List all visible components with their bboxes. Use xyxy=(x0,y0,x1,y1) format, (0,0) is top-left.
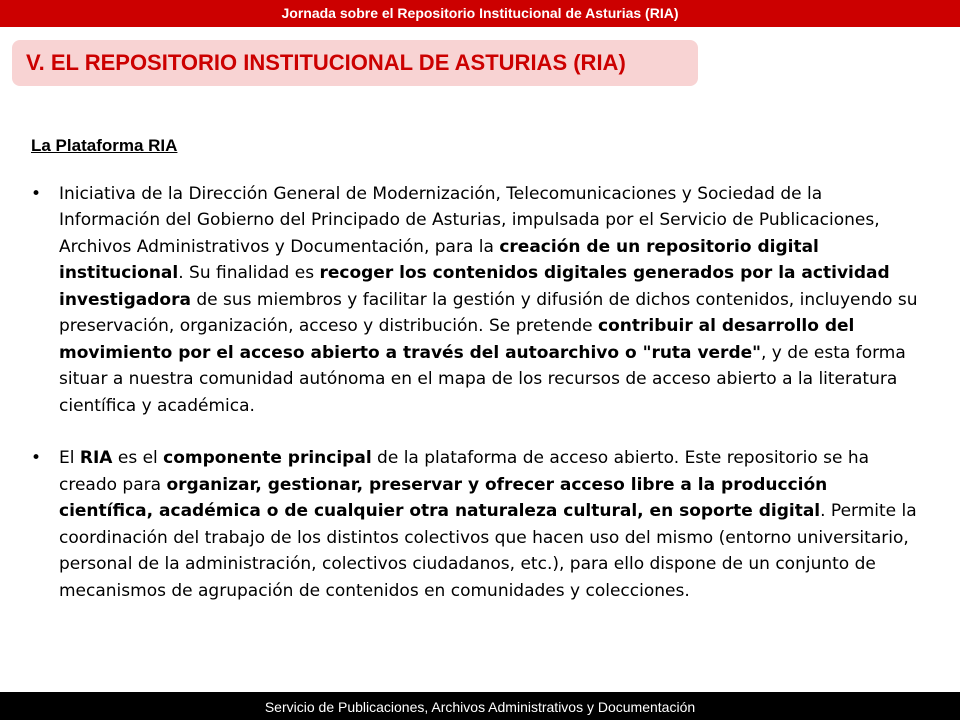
slide-content xyxy=(31,133,926,604)
bullet-text-segment: de sus miembros y facilitar la gestión y difusión de dichos contenidos, incluyendo su preservación, organización, acceso y distribución. Se pretende xyxy=(59,289,918,336)
bullet-text xyxy=(59,445,926,604)
bullet-text-emphasis: creación de un repositorio digital institucional xyxy=(59,236,819,283)
bullet-text-emphasis: recoger los contenidos digitales generados por la actividad investigadora xyxy=(59,263,890,310)
section-title-text: V. EL REPOSITORIO INSTITUCIONAL DE ASTURIAS (RIA) xyxy=(26,50,626,75)
bullet-text-segment: es el xyxy=(112,448,164,468)
footer-text: Servicio de Publicaciones, Archivos Administrativos y Documentación xyxy=(264,699,696,715)
bullet-text-segment: . Su finalidad es xyxy=(178,263,320,283)
bullet-marker: • xyxy=(31,183,42,204)
bullet-text-segment: Iniciativa de la Dirección General de Modernización, Telecomunicaciones y Sociedad de la Información del Gobierno del Principado de Asturias, impulsada por el Servicio de Publicaciones, Archivos Administrativos y Documentación, para la xyxy=(59,183,880,257)
bullet-item xyxy=(31,181,926,420)
footer-bar xyxy=(0,692,960,720)
bullet-text xyxy=(59,181,926,420)
bullet-text-emphasis: componente principal xyxy=(163,448,372,468)
bullet-text-emphasis: contribuir al desarrollo del movimiento por el acceso abierto a través del autoarchivo o "ruta verde" xyxy=(59,316,855,363)
bullet-marker: • xyxy=(31,448,42,468)
bullet-text-segment: . Permite la coordinación del trabajo de los distintos colectivos que hacen uso del mismo (entorno universitario, personal de la administración, colectivos ciudadanos, etc.), para ello dispone de un conjunto de mecanismos de agrupación de contenidos en comunidades y colecciones. xyxy=(59,501,917,601)
bullet-item xyxy=(31,445,926,604)
bullet-text-emphasis: organizar, gestionar, preservar y ofrecer acceso libre a la producción científica, académica o de cualquier otra naturaleza cultural, en soporte digital xyxy=(59,474,828,521)
section-title xyxy=(12,40,698,86)
bullet-text-segment: , y de esta forma situar a nuestra comunidad autónoma en el mapa de los recursos de acceso abierto a la literatura científica y académica. xyxy=(59,342,906,416)
bullet-text-emphasis: RIA xyxy=(79,448,113,468)
bullet-text-segment: de la plataforma de acceso abierto. Este repositorio se ha creado para xyxy=(59,448,870,495)
bullet-text-segment: El xyxy=(59,448,80,468)
content-subtitle: La Plataforma RIA xyxy=(31,136,178,155)
header-banner-text: Jornada sobre el Repositorio Institucional de Asturias (RIA) xyxy=(281,5,679,21)
header-banner xyxy=(0,0,960,27)
